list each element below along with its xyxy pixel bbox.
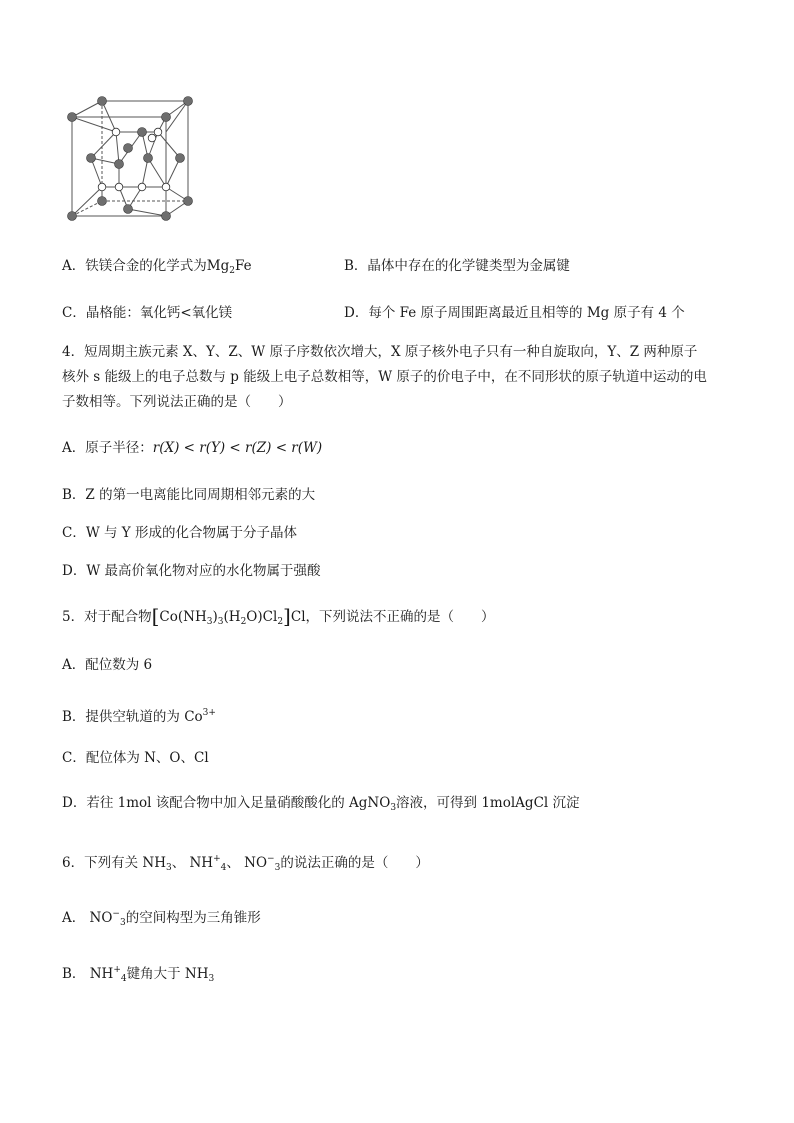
q6-option-b-part2: 键角大于 NH: [126, 966, 209, 982]
q6-sub: 4: [120, 974, 127, 984]
q3-option-a-tail: Fe: [234, 258, 252, 274]
q4-stem-line2: 核外 s 能级上的电子总数与 p 能级上电子总数相等，W 原子的价电子中，在不同形状的原子轨道中运动的电: [62, 369, 707, 385]
q6-option-a: [62, 904, 261, 933]
q3-option-c: C．晶格能：氧化钙<氧化镁: [62, 305, 233, 321]
q6-option-a-part2: 的空间构型为三角锥形: [125, 910, 261, 926]
q3-option-a-text: A．铁镁合金的化学式为Mg: [62, 258, 230, 274]
q4-stem-line1: 4．短周期主族元素 X、Y、Z、W 原子序数依次增大，X 原子核外电子只有一种自旋取向，Y、Z 两种原子: [62, 344, 698, 360]
q5-option-b-text: B．提供空轨道的为 Co: [62, 709, 203, 725]
q5-option-c: C．配位体为 N、O、Cl: [62, 750, 209, 766]
q4-option-b: B．Z 的第一电离能比同周期相邻元素的大: [62, 487, 316, 503]
q6-sub: 3: [274, 863, 281, 873]
q5-option-a: A．配位数为 6: [62, 657, 153, 673]
q6-option-a-part1: A． NO: [62, 910, 113, 926]
q6-stem-part2: 、 NH: [171, 855, 214, 871]
q3-option-a: [62, 256, 252, 281]
q6-sup: −: [112, 909, 120, 919]
q5-option-d-text1: D．若往 1mol 该配合物中加入足量硝酸酸化的 AgNO: [62, 795, 391, 811]
q3-option-a-sub: 2: [229, 266, 235, 276]
q4-option-d: D．W 最高价氧化物对应的水化物属于强酸: [62, 563, 321, 579]
q3-option-d: D．每个 Fe 原子周围距离最近且相等的 Mg 原子有 4 个: [344, 305, 685, 321]
q5-stem-prefix: 5．对于配合物: [62, 609, 152, 625]
q4-option-a: [62, 438, 322, 458]
q6-sub: 4: [220, 863, 227, 873]
q6-sup: −: [267, 854, 275, 864]
q5-stem-suffix: ，下列说法不正确的是（ ）: [305, 609, 495, 625]
q5-option-d-sub: 3: [390, 803, 397, 813]
q5-stem: 5．对于配合物$[Co(NH_3)_3(H_2O)Cl_2]Cl$，下列说法不正确的是（ ）: [62, 604, 495, 628]
q3-option-b: B．晶体中存在的化学键类型为金属键: [344, 258, 570, 274]
q5-option-b: [62, 703, 216, 727]
q6-sub: 3: [119, 918, 126, 928]
q4-option-a-formula: r(X) < r(Y) < r(Z) < r(W): [152, 440, 323, 456]
q4-option-c: C．W 与 Y 形成的化合物属于分子晶体: [62, 525, 297, 541]
q6-stem-part4: 的说法正确的是（ ）: [280, 855, 429, 871]
q4-stem-line3: 子数相等。下列说法正确的是（ ）: [62, 394, 292, 410]
q6-stem-part1: 6．下列有关 NH: [62, 855, 166, 871]
q5-option-b-sup: 3+: [202, 708, 216, 718]
q6-sup: +: [213, 854, 221, 864]
q6-sup: +: [113, 965, 121, 975]
q5-option-d-text2: 溶液，可得到 1molAgCl 沉淀: [396, 795, 580, 811]
crystal-cell-figure: [62, 94, 212, 224]
q6-option-b: [62, 960, 214, 989]
q4-option-a-prefix: A．原子半径：: [62, 440, 153, 456]
q6-stem-part3: 、 NO: [226, 855, 268, 871]
q6-sub: 3: [208, 974, 215, 984]
q6-option-b-part1: B． NH: [62, 966, 114, 982]
q6-stem: [62, 849, 429, 878]
q5-option-d: [62, 793, 580, 818]
q6-sub: 3: [165, 863, 172, 873]
